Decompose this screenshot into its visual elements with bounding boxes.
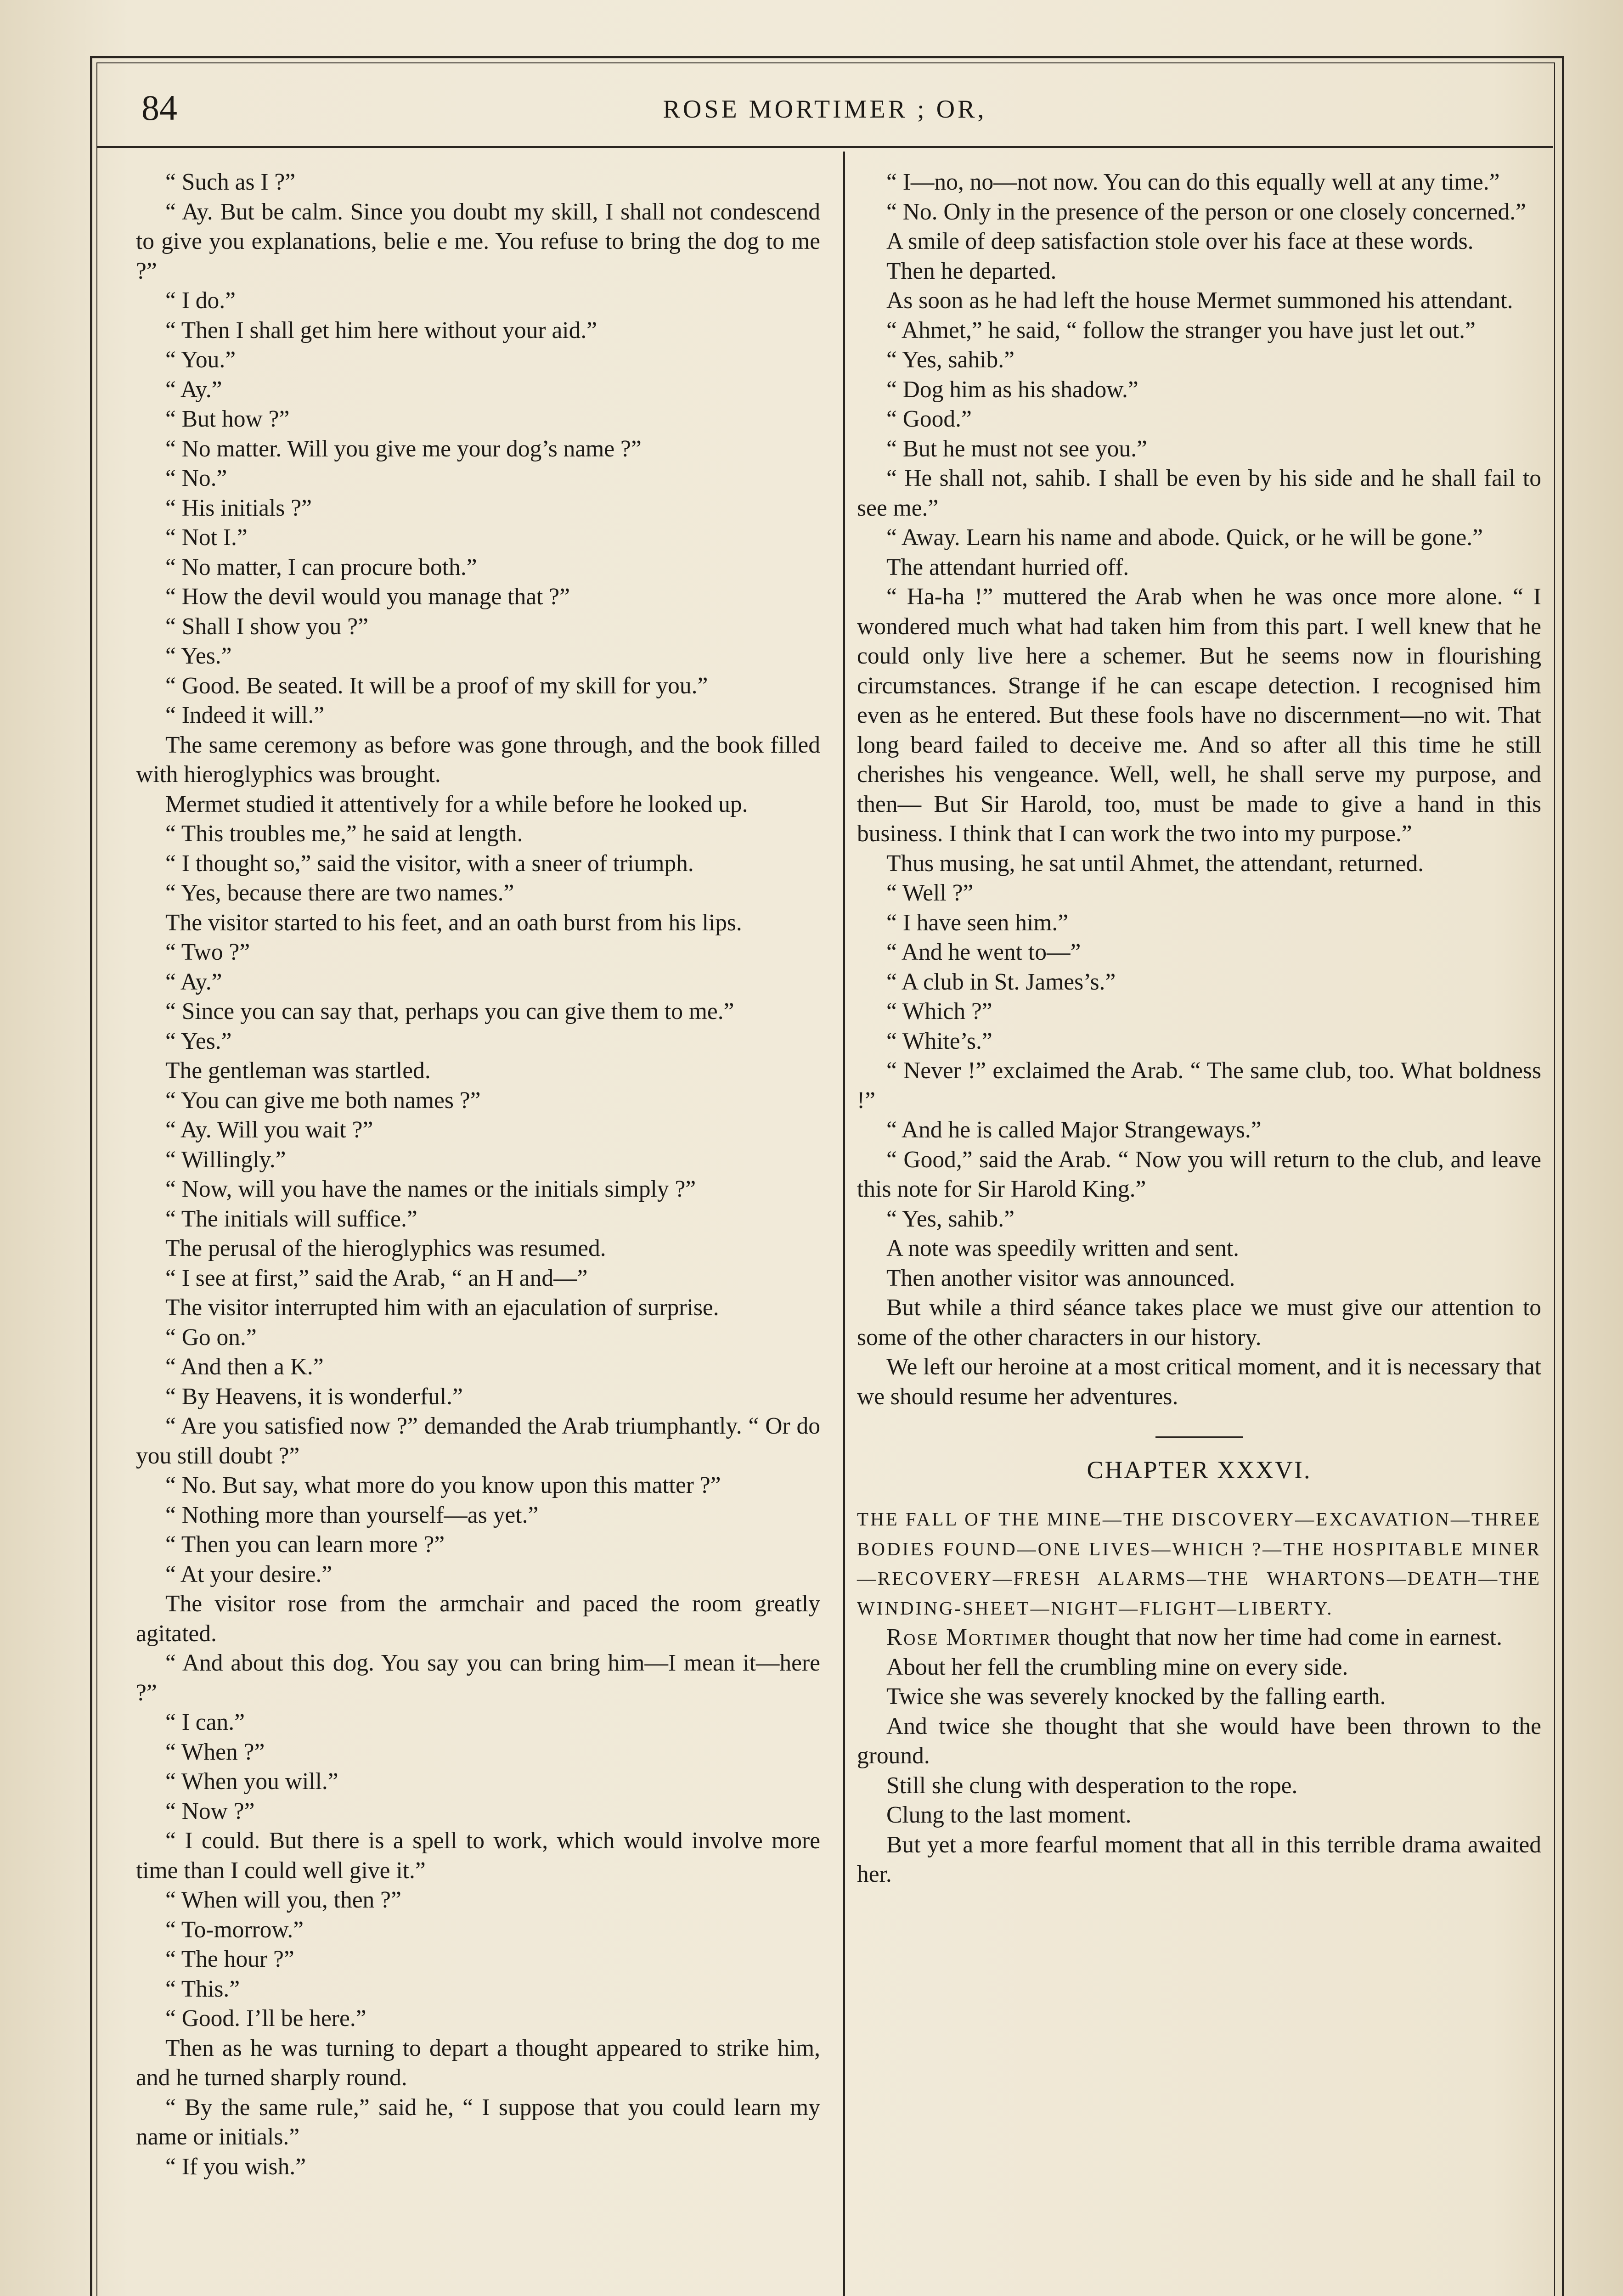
- header-rule: [96, 146, 1553, 148]
- paragraph: The visitor interrupted him with an ejaculation of surprise.: [165, 1294, 719, 1321]
- paragraph: “ Ay.”: [165, 376, 222, 403]
- paragraph: “ White’s.”: [886, 1028, 992, 1054]
- paragraph: “ This.”: [165, 1975, 240, 2002]
- paragraph: “ When ?”: [165, 1739, 265, 1765]
- page-number: 84: [141, 88, 177, 128]
- paragraph: “ Well ?”: [886, 880, 974, 906]
- paragraph: “ No. But say, what more do you know upon this matter ?”: [165, 1472, 721, 1498]
- paragraph: “ Ay. But be calm. Since you doubt my skill, I shall not condescend to give you explanations, belie e me. You refuse to bring the dog to me ?”: [136, 198, 820, 284]
- paragraph: “ Are you satisfied now ?” demanded the Arab triumphantly. “ Or do you still doubt ?”: [136, 1413, 820, 1469]
- paragraph: “ Yes, sahib.”: [886, 1205, 1014, 1232]
- paragraph: “ Away. Learn his name and abode. Quick, or he will be gone.”: [886, 524, 1483, 551]
- paragraph: “ Ay.”: [165, 968, 222, 995]
- paragraph: “ Good,” said the Arab. “ Now you will return to the club, and leave this note for Sir Harold King.”: [857, 1146, 1541, 1202]
- paragraph: “ You can give me both names ?”: [165, 1087, 481, 1114]
- paragraph: “ A club in St. James’s.”: [886, 968, 1116, 995]
- paragraph: Mermet studied it attentively for a while before he looked up.: [165, 791, 748, 817]
- paragraph: The perusal of the hieroglyphics was resumed.: [165, 1235, 606, 1261]
- paragraph: “ Yes, sahib.”: [886, 347, 1014, 373]
- paragraph: “ At your desire.”: [165, 1561, 332, 1587]
- paragraph: Twice she was severely knocked by the falling earth.: [886, 1683, 1386, 1710]
- paragraph: “ I thought so,” said the visitor, with a sneer of triumph.: [165, 850, 694, 877]
- paragraph: “ To-morrow.”: [165, 1916, 304, 1943]
- paragraph: “ I see at first,” said the Arab, “ an H and—”: [165, 1265, 588, 1291]
- paragraph: A note was speedily written and sent.: [886, 1235, 1240, 1261]
- paragraph: “ I have seen him.”: [886, 909, 1069, 936]
- running-title: ROSE MORTIMER ; OR,: [663, 95, 987, 124]
- paragraph: “ Yes.”: [165, 1028, 232, 1054]
- paragraph: “ By the same rule,” said he, “ I suppose that you could learn my name or initials.”: [136, 2094, 820, 2150]
- paragraph: Thus musing, he sat until Ahmet, the attendant, returned.: [886, 850, 1424, 877]
- paragraph: “ Yes.”: [165, 643, 232, 669]
- paragraph: “ Dog him as his shadow.”: [886, 376, 1138, 403]
- paragraph: “ If you wish.”: [165, 2153, 306, 2180]
- chapter-opening-paragraph: [857, 1623, 1541, 1653]
- paragraph: “ Never !” exclaimed the Arab. “ The same club, too. What boldness !”: [857, 1058, 1541, 1114]
- paragraph: “ Now ?”: [165, 1798, 255, 1824]
- right-column-text: [857, 168, 1541, 1412]
- paragraph: “ Indeed it will.”: [165, 702, 325, 728]
- paragraph: “ Since you can say that, perhaps you can give them to me.”: [165, 998, 734, 1024]
- paragraph: “ When you will.”: [165, 1768, 338, 1795]
- paragraph: But while a third séance takes place we must give our attention to some of the other characters in our history.: [857, 1294, 1541, 1351]
- paragraph: “ And he is called Major Strangeways.”: [886, 1117, 1262, 1143]
- paragraph: “ I can.”: [165, 1709, 245, 1735]
- paragraph: “ And about this dog. You say you can bring him—I mean it—here ?”: [136, 1650, 820, 1706]
- paragraph: Then he departed.: [886, 258, 1057, 284]
- paragraph: A smile of deep satisfaction stole over his face at these words.: [886, 228, 1474, 254]
- paragraph: “ Ahmet,” he said, “ follow the stranger you have just let out.”: [886, 317, 1476, 343]
- paragraph: We left our heroine at a most critical moment, and it is necessary that we should resume her adventures.: [857, 1354, 1541, 1410]
- paragraph: “ Ay. Will you wait ?”: [165, 1117, 373, 1143]
- paragraph: “ Shall I show you ?”: [165, 613, 368, 640]
- paragraph: Still she clung with desperation to the rope.: [886, 1772, 1298, 1799]
- chapter-synopsis: THE FALL OF THE MINE—THE DISCOVERY—EXCAVATION—THREE BODIES FOUND—ONE LIVES—WHICH ?—THE HOSPITABLE MINER—RECOVERY—FRESH ALARMS—THE WHARTONS—DEATH—THE WINDING-SHEET—NIGHT—FLIGHT—LIBERTY.: [857, 1508, 1541, 1619]
- paragraph: “ No.”: [165, 465, 227, 491]
- paragraph: “ This troubles me,” he said at length.: [165, 821, 523, 847]
- paragraph: “ I could. But there is a spell to work, which would involve more time than I could well give it.”: [136, 1828, 820, 1884]
- paragraph: Then another visitor was announced.: [886, 1265, 1235, 1291]
- paragraph: The visitor rose from the armchair and paced the room greatly agitated.: [136, 1591, 820, 1647]
- paragraph: “ No matter, I can procure both.”: [165, 554, 477, 580]
- chapter-text: [857, 1653, 1541, 1890]
- paragraph: “ The initials will suffice.”: [165, 1205, 417, 1232]
- paragraph: “ By Heavens, it is wonderful.”: [165, 1383, 463, 1410]
- right-column: [857, 168, 1541, 1890]
- paragraph: “ Not I.”: [165, 524, 248, 551]
- paragraph: “ Then you can learn more ?”: [165, 1531, 445, 1558]
- paragraph: “ Ha-ha !” muttered the Arab when he was once more alone. “ I wondered much what had taken him from this part. I well knew that he could only live here a schemer. But he seems now in flourishing circumstances. Strange if he can escape detection. I recognised him even as he entered. But these fools have no discernment—no wit. That long beard failed to deceive me. And so after all this time he still cherishes his vengeance. Well, well, he shall serve my purpose, and then— But Sir Harold, too, must be made to give a hand in this business. I think that I can work the two into my purpose.”: [857, 584, 1541, 847]
- paragraph: About her fell the crumbling mine on every side.: [886, 1654, 1348, 1680]
- paragraph: “ Which ?”: [886, 998, 992, 1024]
- paragraph: “ Yes, because there are two names.”: [165, 880, 514, 906]
- column-divider: [843, 152, 845, 2296]
- paragraph: “ And then a K.”: [165, 1354, 324, 1380]
- paragraph: “ And he went to—”: [886, 939, 1081, 965]
- paragraph: The attendant hurried off.: [886, 554, 1129, 580]
- paragraph: “ No matter. Will you give me your dog’s name ?”: [165, 435, 642, 462]
- paragraph: “ His initials ?”: [165, 495, 312, 521]
- paragraph: “ Two ?”: [165, 939, 250, 965]
- paragraph: “ He shall not, sahib. I shall be even by his side and he shall fail to see me.”: [857, 465, 1541, 521]
- paragraph: “ But how ?”: [165, 406, 290, 432]
- paragraph: “ The hour ?”: [165, 1946, 294, 1972]
- paragraph: “ But he must not see you.”: [886, 435, 1147, 462]
- paragraph: But yet a more fearful moment that all in this terrible drama awaited her.: [857, 1831, 1541, 1887]
- paragraph: Then as he was turning to depart a thought appeared to strike him, and he turned sharply round.: [136, 2035, 820, 2091]
- paragraph: The same ceremony as before was gone through, and the book filled with hieroglyphics was brought.: [136, 732, 820, 788]
- left-column: [136, 168, 820, 2182]
- opening-name: Rose Mortimer: [886, 1624, 1052, 1650]
- paragraph: The visitor started to his feet, and an oath burst from his lips.: [165, 909, 742, 936]
- paragraph: Clung to the last moment.: [886, 1802, 1132, 1828]
- paragraph: “ When will you, then ?”: [165, 1887, 401, 1913]
- paragraph: “ I—no, no—not now. You can do this equally well at any time.”: [886, 169, 1500, 195]
- paragraph: “ I do.”: [165, 287, 236, 314]
- paragraph: The gentleman was startled.: [165, 1058, 431, 1084]
- paragraph: “ Good.”: [886, 406, 972, 432]
- paragraph: “ Good. Be seated. It will be a proof of my skill for you.”: [165, 672, 708, 699]
- paragraph: “ No. Only in the presence of the person or one closely concerned.”: [886, 198, 1526, 225]
- paragraph: And twice she thought that she would have been thrown to the ground.: [857, 1713, 1541, 1769]
- paragraph: “ Willingly.”: [165, 1146, 286, 1173]
- chapter-title: CHAPTER XXXVI.: [1087, 1456, 1312, 1484]
- paragraph: “ Then I shall get him here without your aid.”: [165, 317, 597, 343]
- section-divider: [1155, 1436, 1243, 1438]
- paragraph: “ Nothing more than yourself—as yet.”: [165, 1502, 539, 1528]
- paragraph: “ Such as I ?”: [165, 169, 296, 195]
- page-header: [96, 83, 1553, 138]
- opening-text: thought that now her time had come in earnest.: [1051, 1624, 1502, 1650]
- paragraph: “ How the devil would you manage that ?”: [165, 584, 570, 610]
- paragraph: “ Now, will you have the names or the initials simply ?”: [165, 1176, 696, 1202]
- paragraph: “ You.”: [165, 347, 236, 373]
- paragraph: As soon as he had left the house Mermet summoned his attendant.: [886, 287, 1513, 314]
- paragraph: “ Go on.”: [165, 1324, 257, 1351]
- paragraph: “ Good. I’ll be here.”: [165, 2005, 366, 2032]
